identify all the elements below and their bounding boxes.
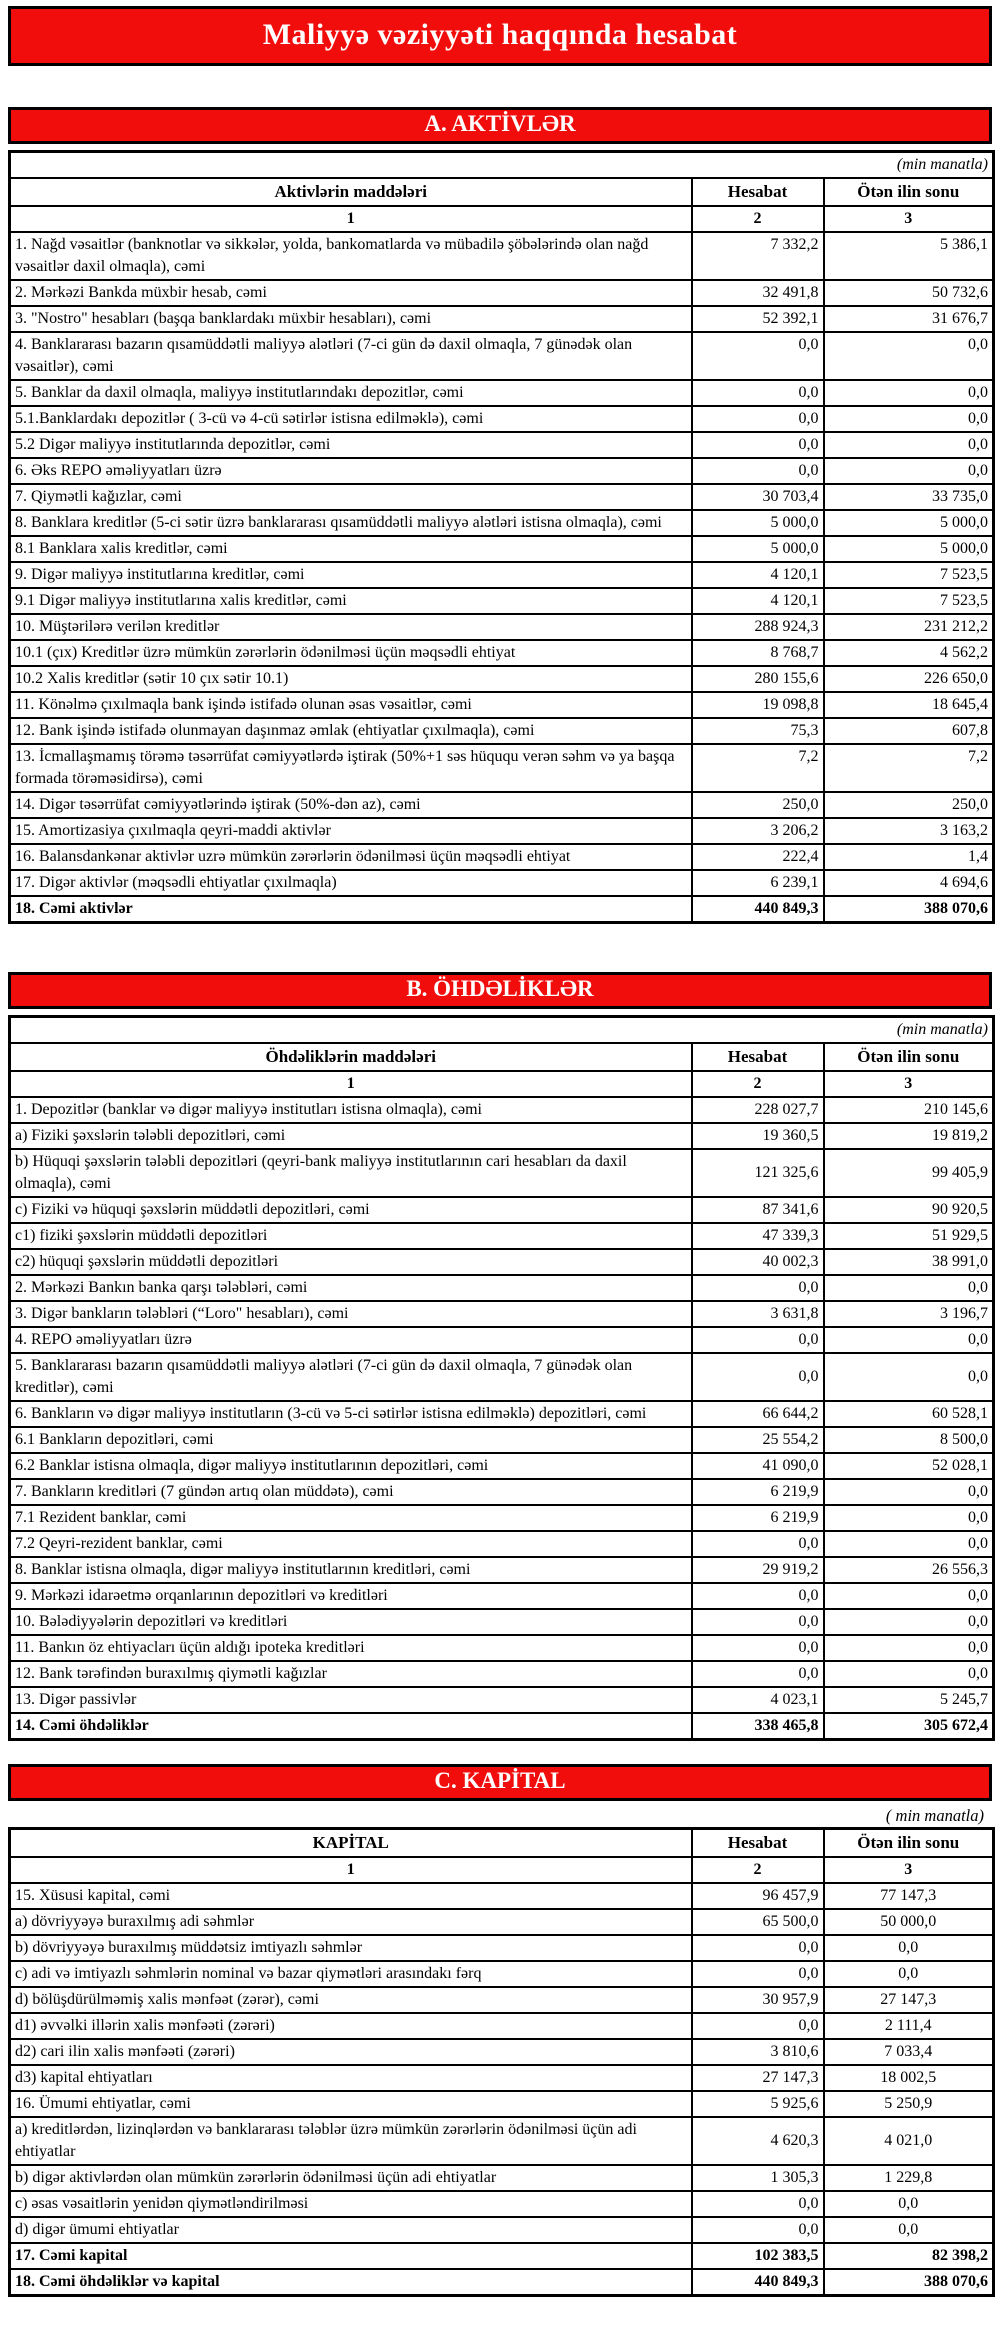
value-oten-ilin-sonu: 0,0: [824, 1583, 994, 1609]
row-label: 16. Ümumi ehtiyatlar, cəmi: [10, 2091, 692, 2117]
table-row: [10, 1961, 994, 1987]
table-row: [10, 744, 994, 792]
value-oten-ilin-sonu: 0,0: [824, 432, 994, 458]
value-hesabat: 121 325,6: [692, 1149, 824, 1197]
table-row: [10, 1479, 994, 1505]
value-hesabat: 32 491,8: [692, 280, 824, 306]
value-oten-ilin-sonu: 52 028,1: [824, 1453, 994, 1479]
value-oten-ilin-sonu: 90 920,5: [824, 1197, 994, 1223]
value-oten-ilin-sonu: 1,4: [824, 844, 994, 870]
row-label: 5. Banklar da daxil olmaqla, maliyyə institutlarındakı depozitlər, cəmi: [10, 380, 692, 406]
value-oten-ilin-sonu: 0,0: [824, 1961, 994, 1987]
column-index-3: 3: [824, 206, 994, 232]
row-label: d1) əvvəlki illərin xalis mənfəəti (zərəri): [10, 2013, 692, 2039]
table-row: [10, 640, 994, 666]
value-oten-ilin-sonu: 60 528,1: [824, 1401, 994, 1427]
table-row: [10, 1661, 994, 1687]
value-hesabat: 5 000,0: [692, 536, 824, 562]
unit-note: ( min manatla): [885, 1806, 984, 1825]
table-row: [10, 2039, 994, 2065]
unit-note: (min manatla): [10, 152, 994, 179]
column-index-row: [10, 206, 994, 232]
row-label: d2) cari ilin xalis mənfəəti (zərəri): [10, 2039, 692, 2065]
column-header-items: Öhdəliklərin maddələri: [10, 1043, 692, 1071]
value-hesabat: 228 027,7: [692, 1097, 824, 1123]
value-oten-ilin-sonu: 210 145,6: [824, 1097, 994, 1123]
table-row: [10, 588, 994, 614]
value-hesabat: 0,0: [692, 2013, 824, 2039]
value-hesabat: 25 554,2: [692, 1427, 824, 1453]
value-hesabat: 87 341,6: [692, 1197, 824, 1223]
value-oten-ilin-sonu: 3 196,7: [824, 1301, 994, 1327]
value-hesabat: 0,0: [692, 1961, 824, 1987]
value-hesabat: 6 219,9: [692, 1479, 824, 1505]
value-oten-ilin-sonu: 51 929,5: [824, 1223, 994, 1249]
table-row: [10, 232, 994, 280]
column-index-row: [10, 1071, 994, 1097]
value-hesabat: 3 631,8: [692, 1301, 824, 1327]
value-hesabat: 0,0: [692, 1635, 824, 1661]
table-row: [10, 2269, 994, 2296]
row-label: 8.1 Banklara xalis kreditlər, cəmi: [10, 536, 692, 562]
table-row: [10, 484, 994, 510]
column-header-hesabat: Hesabat: [692, 178, 824, 206]
value-oten-ilin-sonu: 607,8: [824, 718, 994, 744]
table-row: [10, 1353, 994, 1401]
value-oten-ilin-sonu: 7 523,5: [824, 562, 994, 588]
table-row: [10, 1097, 994, 1123]
table-row: [10, 1987, 994, 2013]
value-oten-ilin-sonu: 33 735,0: [824, 484, 994, 510]
value-hesabat: 27 147,3: [692, 2065, 824, 2091]
value-hesabat: 7 332,2: [692, 232, 824, 280]
value-oten-ilin-sonu: 0,0: [824, 1609, 994, 1635]
table-row: [10, 1301, 994, 1327]
table-row: [10, 818, 994, 844]
row-label: c) adi və imtiyazlı səhmlərin nominal və bazar qiymətləri arasındakı fərq: [10, 1961, 692, 1987]
value-hesabat: 5 000,0: [692, 510, 824, 536]
row-label: 10. Müştərilərə verilən kreditlər: [10, 614, 692, 640]
value-hesabat: 19 360,5: [692, 1123, 824, 1149]
column-header-row: [10, 178, 994, 206]
value-hesabat: 4 120,1: [692, 562, 824, 588]
value-oten-ilin-sonu: 82 398,2: [824, 2243, 994, 2269]
value-oten-ilin-sonu: 1 229,8: [824, 2165, 994, 2191]
row-label: 3. Digər bankların tələbləri (“Loro" hesabları), cəmi: [10, 1301, 692, 1327]
value-hesabat: 280 155,6: [692, 666, 824, 692]
value-oten-ilin-sonu: 7 033,4: [824, 2039, 994, 2065]
column-header-oten-ilin-sonu: Ötən ilin sonu: [824, 178, 994, 206]
table-row: [10, 896, 994, 923]
value-oten-ilin-sonu: 0,0: [824, 1327, 994, 1353]
value-hesabat: 0,0: [692, 2191, 824, 2217]
table-row: [10, 1401, 994, 1427]
row-label: 10.1 (çıx) Kreditlər üzrə mümkün zərərlərin ödənilməsi üçün məqsədli ehtiyat: [10, 640, 692, 666]
row-label: 10.2 Xalis kreditlər (sətir 10 çıx sətir 10.1): [10, 666, 692, 692]
table-row: [10, 1883, 994, 1909]
column-index-row: [10, 1857, 994, 1883]
table-row: [10, 2191, 994, 2217]
value-hesabat: 440 849,3: [692, 2269, 824, 2296]
liabilities-table: [8, 1015, 995, 1741]
value-oten-ilin-sonu: 4 694,6: [824, 870, 994, 896]
value-oten-ilin-sonu: 0,0: [824, 2191, 994, 2217]
row-label: 3. "Nostro" hesabları (başqa banklardakı müxbir hesabları), cəmi: [10, 306, 692, 332]
table-row: [10, 1453, 994, 1479]
value-oten-ilin-sonu: 2 111,4: [824, 2013, 994, 2039]
row-label: 6. Bankların və digər maliyyə institutların (3-cü və 5-ci sətirlər istisna edilməklə) depozitləri, cəmi: [10, 1401, 692, 1427]
report-title: Maliyyə vəziyyəti haqqında hesabat: [8, 6, 992, 66]
row-label: d) bölüşdürülməmiş xalis mənfəət (zərər), cəmi: [10, 1987, 692, 2013]
value-oten-ilin-sonu: 77 147,3: [824, 1883, 994, 1909]
table-row: [10, 1249, 994, 1275]
value-oten-ilin-sonu: 18 002,5: [824, 2065, 994, 2091]
table-row: [10, 1635, 994, 1661]
value-oten-ilin-sonu: 8 500,0: [824, 1427, 994, 1453]
table-row: [10, 2243, 994, 2269]
row-label: 14. Cəmi öhdəliklər: [10, 1713, 692, 1740]
value-oten-ilin-sonu: 19 819,2: [824, 1123, 994, 1149]
value-oten-ilin-sonu: 226 650,0: [824, 666, 994, 692]
table-row: [10, 1149, 994, 1197]
table-row: [10, 332, 994, 380]
row-label: 9. Digər maliyyə institutlarına kreditlər, cəmi: [10, 562, 692, 588]
table-row: [10, 792, 994, 818]
row-label: 7. Bankların kreditləri (7 gündən artıq olan müddətə), cəmi: [10, 1479, 692, 1505]
value-hesabat: 102 383,5: [692, 2243, 824, 2269]
table-row: [10, 1327, 994, 1353]
value-hesabat: 4 120,1: [692, 588, 824, 614]
table-row: [10, 1123, 994, 1149]
column-index-2: 2: [692, 1857, 824, 1883]
row-label: 11. Bankın öz ehtiyacları üçün aldığı ipoteka kreditləri: [10, 1635, 692, 1661]
column-header-hesabat: Hesabat: [692, 1043, 824, 1071]
value-oten-ilin-sonu: 231 212,2: [824, 614, 994, 640]
column-index-3: 3: [824, 1857, 994, 1883]
section-capital-banner: C. KAPİTAL: [8, 1764, 992, 1801]
value-oten-ilin-sonu: 0,0: [824, 1531, 994, 1557]
value-oten-ilin-sonu: 38 991,0: [824, 1249, 994, 1275]
value-oten-ilin-sonu: 4 562,2: [824, 640, 994, 666]
section-liabilities: [0, 972, 1000, 1741]
value-oten-ilin-sonu: 27 147,3: [824, 1987, 994, 2013]
value-hesabat: 0,0: [692, 406, 824, 432]
value-hesabat: 0,0: [692, 1609, 824, 1635]
value-oten-ilin-sonu: 5 386,1: [824, 232, 994, 280]
value-oten-ilin-sonu: 388 070,6: [824, 896, 994, 923]
value-hesabat: 440 849,3: [692, 896, 824, 923]
value-oten-ilin-sonu: 18 645,4: [824, 692, 994, 718]
value-hesabat: 6 239,1: [692, 870, 824, 896]
capital-table: [8, 1827, 995, 2297]
value-hesabat: 0,0: [692, 1583, 824, 1609]
table-row: [10, 1197, 994, 1223]
row-label: 6.2 Banklar istisna olmaqla, digər maliyyə institutlarının depozitləri, cəmi: [10, 1453, 692, 1479]
row-label: 15. Amortizasiya çıxılmaqla qeyri-maddi aktivlər: [10, 818, 692, 844]
value-hesabat: 0,0: [692, 1353, 824, 1401]
table-row: [10, 2013, 994, 2039]
value-oten-ilin-sonu: 5 245,7: [824, 1687, 994, 1713]
value-oten-ilin-sonu: 26 556,3: [824, 1557, 994, 1583]
table-row: [10, 692, 994, 718]
value-oten-ilin-sonu: 3 163,2: [824, 818, 994, 844]
value-oten-ilin-sonu: 0,0: [824, 458, 994, 484]
value-hesabat: 7,2: [692, 744, 824, 792]
row-label: 16. Balansdankənar aktivlər uzrə mümkün zərərlərin ödənilməsi üçün məqsədli ehtiyat: [10, 844, 692, 870]
row-label: 10. Bələdiyyələrin depozitləri və kreditləri: [10, 1609, 692, 1635]
row-label: 17. Cəmi kapital: [10, 2243, 692, 2269]
value-hesabat: 96 457,9: [692, 1883, 824, 1909]
column-index-2: 2: [692, 206, 824, 232]
table-row: [10, 718, 994, 744]
value-oten-ilin-sonu: 305 672,4: [824, 1713, 994, 1740]
table-row: [10, 1427, 994, 1453]
table-row: [10, 432, 994, 458]
value-hesabat: 222,4: [692, 844, 824, 870]
value-oten-ilin-sonu: 99 405,9: [824, 1149, 994, 1197]
row-label: 2. Mərkəzi Bankda müxbir hesab, cəmi: [10, 280, 692, 306]
row-label: 8. Banklar istisna olmaqla, digər maliyyə institutlarının kreditləri, cəmi: [10, 1557, 692, 1583]
table-row: [10, 458, 994, 484]
value-hesabat: 65 500,0: [692, 1909, 824, 1935]
value-oten-ilin-sonu: 0,0: [824, 1505, 994, 1531]
table-row: [10, 1223, 994, 1249]
section-liabilities-banner: B. ÖHDƏLİKLƏR: [8, 972, 992, 1009]
value-hesabat: 40 002,3: [692, 1249, 824, 1275]
value-oten-ilin-sonu: 0,0: [824, 1935, 994, 1961]
value-hesabat: 0,0: [692, 1661, 824, 1687]
column-header-oten-ilin-sonu: Ötən ilin sonu: [824, 1829, 994, 1858]
value-oten-ilin-sonu: 0,0: [824, 1635, 994, 1661]
row-label: c) Fiziki və hüquqi şəxslərin müddətli depozitləri, cəmi: [10, 1197, 692, 1223]
column-index-1: 1: [10, 1071, 692, 1097]
value-hesabat: 19 098,8: [692, 692, 824, 718]
row-label: 17. Digər aktivlər (məqsədli ehtiyatlar çıxılmaqla): [10, 870, 692, 896]
row-label: b) Hüquqi şəxslərin tələbli depozitləri (qeyri-bank maliyyə institutlarının cari hesabları da daxil olmaqla), cəmi: [10, 1149, 692, 1197]
section-assets: [0, 107, 1000, 924]
row-label: 7. Qiymətli kağızlar, cəmi: [10, 484, 692, 510]
row-label: 9.1 Digər maliyyə institutlarına xalis kreditlər, cəmi: [10, 588, 692, 614]
value-hesabat: 3 810,6: [692, 2039, 824, 2065]
table-row: [10, 1713, 994, 1740]
table-row: [10, 280, 994, 306]
row-label: a) kreditlərdən, lizinqlərdən və banklararası tələblər üzrə mümkün zərərlərin ödənilməsi üçün adi ehtiyatlar: [10, 2117, 692, 2165]
value-oten-ilin-sonu: 0,0: [824, 1353, 994, 1401]
value-hesabat: 0,0: [692, 332, 824, 380]
row-label: 18. Cəmi öhdəliklər və kapital: [10, 2269, 692, 2296]
table-row: [10, 2091, 994, 2117]
section-capital: [0, 1764, 1000, 2297]
value-hesabat: 30 957,9: [692, 1987, 824, 2013]
value-hesabat: 250,0: [692, 792, 824, 818]
value-oten-ilin-sonu: 0,0: [824, 332, 994, 380]
value-hesabat: 0,0: [692, 458, 824, 484]
value-hesabat: 5 925,6: [692, 2091, 824, 2117]
table-row: [10, 2117, 994, 2165]
value-oten-ilin-sonu: 0,0: [824, 406, 994, 432]
table-row: [10, 1505, 994, 1531]
row-label: d3) kapital ehtiyatları: [10, 2065, 692, 2091]
value-oten-ilin-sonu: 5 000,0: [824, 536, 994, 562]
value-hesabat: 338 465,8: [692, 1713, 824, 1740]
column-header-items: Aktivlərin maddələri: [10, 178, 692, 206]
row-label: 5. Banklararası bazarın qısamüddətli maliyyə alətləri (7-ci gün də daxil olmaqla, 7 günədək olan kreditlər), cəmi: [10, 1353, 692, 1401]
table-row: [10, 1609, 994, 1635]
value-oten-ilin-sonu: 250,0: [824, 792, 994, 818]
value-oten-ilin-sonu: 50 732,6: [824, 280, 994, 306]
row-label: 11. Könəlmə çıxılmaqla bank işində istifadə olunan əsas vəsaitlər, cəmi: [10, 692, 692, 718]
row-label: 4. Banklararası bazarın qısamüddətli maliyyə alətləri (7-ci gün də daxil olmaqla, 7 günədək olan vəsaitlər), cəmi: [10, 332, 692, 380]
row-label: b) digər aktivlərdən olan mümkün zərərlərin ödənilməsi üçün adi ehtiyatlar: [10, 2165, 692, 2191]
value-hesabat: 3 206,2: [692, 818, 824, 844]
value-oten-ilin-sonu: 5 000,0: [824, 510, 994, 536]
row-label: 8. Banklara kreditlər (5-ci sətir üzrə banklararası qısamüddətli maliyyə alətləri istisna olmaqla), cəmi: [10, 510, 692, 536]
row-label: 1. Nağd vəsaitlər (banknotlar və sikkələr, yolda, bankomatlarda və mübadilə şöbələrində olan nağd vəsaitlər daxil olmaqla), cəmi: [10, 232, 692, 280]
column-index-1: 1: [10, 206, 692, 232]
row-label: b) dövriyyəyə buraxılmış müddətsiz imtiyazlı səhmlər: [10, 1935, 692, 1961]
column-header-oten-ilin-sonu: Ötən ilin sonu: [824, 1043, 994, 1071]
table-row: [10, 870, 994, 896]
value-hesabat: 4 023,1: [692, 1687, 824, 1713]
column-index-2: 2: [692, 1071, 824, 1097]
unit-note-row: [10, 1017, 994, 1044]
value-hesabat: 66 644,2: [692, 1401, 824, 1427]
column-index-3: 3: [824, 1071, 994, 1097]
value-oten-ilin-sonu: 0,0: [824, 2217, 994, 2243]
value-oten-ilin-sonu: 0,0: [824, 380, 994, 406]
value-hesabat: 6 219,9: [692, 1505, 824, 1531]
value-hesabat: 288 924,3: [692, 614, 824, 640]
value-hesabat: 0,0: [692, 1275, 824, 1301]
row-label: a) dövriyyəyə buraxılmış adi səhmlər: [10, 1909, 692, 1935]
row-label: 4. REPO əməliyyatları üzrə: [10, 1327, 692, 1353]
table-row: [10, 844, 994, 870]
unit-note-row: [10, 152, 994, 179]
row-label: 7.1 Rezident banklar, cəmi: [10, 1505, 692, 1531]
value-hesabat: 30 703,4: [692, 484, 824, 510]
value-oten-ilin-sonu: 388 070,6: [824, 2269, 994, 2296]
row-label: 6.1 Bankların depozitləri, cəmi: [10, 1427, 692, 1453]
row-label: 13. Digər passivlər: [10, 1687, 692, 1713]
value-oten-ilin-sonu: 7,2: [824, 744, 994, 792]
column-header-row: [10, 1829, 994, 1858]
value-hesabat: 47 339,3: [692, 1223, 824, 1249]
table-row: [10, 1909, 994, 1935]
row-label: 12. Bank tərəfindən buraxılmış qiymətli kağızlar: [10, 1661, 692, 1687]
table-row: [10, 1275, 994, 1301]
value-oten-ilin-sonu: 5 250,9: [824, 2091, 994, 2117]
assets-table: [8, 150, 995, 924]
row-label: a) Fiziki şəxslərin tələbli depozitləri, cəmi: [10, 1123, 692, 1149]
value-oten-ilin-sonu: 31 676,7: [824, 306, 994, 332]
row-label: 1. Depozitlər (banklar və digər maliyyə institutları istisna olmaqla), cəmi: [10, 1097, 692, 1123]
table-row: [10, 380, 994, 406]
table-row: [10, 1687, 994, 1713]
row-label: c) əsas vəsaitlərin yenidən qiymətləndirilməsi: [10, 2191, 692, 2217]
table-row: [10, 1935, 994, 1961]
column-header-row: [10, 1043, 994, 1071]
value-oten-ilin-sonu: 0,0: [824, 1479, 994, 1505]
value-oten-ilin-sonu: 0,0: [824, 1661, 994, 1687]
value-hesabat: 41 090,0: [692, 1453, 824, 1479]
value-oten-ilin-sonu: 4 021,0: [824, 2117, 994, 2165]
table-row: [10, 1557, 994, 1583]
value-hesabat: 4 620,3: [692, 2117, 824, 2165]
row-label: 2. Mərkəzi Bankın banka qarşı tələbləri, cəmi: [10, 1275, 692, 1301]
value-oten-ilin-sonu: 50 000,0: [824, 1909, 994, 1935]
value-hesabat: 29 919,2: [692, 1557, 824, 1583]
value-hesabat: 0,0: [692, 380, 824, 406]
row-label: 5.2 Digər maliyyə institutlarında depozitlər, cəmi: [10, 432, 692, 458]
row-label: c1) fiziki şəxslərin müddətli depozitləri: [10, 1223, 692, 1249]
row-label: 18. Cəmi aktivlər: [10, 896, 692, 923]
section-assets-banner: A. AKTİVLƏR: [8, 107, 992, 144]
row-label: c2) hüquqi şəxslərin müddətli depozitləri: [10, 1249, 692, 1275]
value-hesabat: 0,0: [692, 432, 824, 458]
table-row: [10, 2217, 994, 2243]
table-row: [10, 536, 994, 562]
value-hesabat: 0,0: [692, 1327, 824, 1353]
column-header-hesabat: Hesabat: [692, 1829, 824, 1858]
row-label: 6. Əks REPO əməliyyatları üzrə: [10, 458, 692, 484]
value-hesabat: 0,0: [692, 2217, 824, 2243]
table-row: [10, 406, 994, 432]
unit-note: (min manatla): [10, 1017, 994, 1044]
value-oten-ilin-sonu: 7 523,5: [824, 588, 994, 614]
value-hesabat: 1 305,3: [692, 2165, 824, 2191]
value-oten-ilin-sonu: 0,0: [824, 1275, 994, 1301]
table-row: [10, 2165, 994, 2191]
table-row: [10, 510, 994, 536]
value-hesabat: 75,3: [692, 718, 824, 744]
column-header-items: KAPİTAL: [10, 1829, 692, 1858]
value-hesabat: 0,0: [692, 1935, 824, 1961]
row-label: d) digər ümumi ehtiyatlar: [10, 2217, 692, 2243]
table-row: [10, 1531, 994, 1557]
row-label: 7.2 Qeyri-rezident banklar, cəmi: [10, 1531, 692, 1557]
table-row: [10, 562, 994, 588]
row-label: 12. Bank işində istifadə olunmayan daşınmaz əmlak (ehtiyatlar çıxılmaqla), cəmi: [10, 718, 692, 744]
row-label: 14. Digər təsərrüfat cəmiyyətlərində iştirak (50%-dən az), cəmi: [10, 792, 692, 818]
column-index-1: 1: [10, 1857, 692, 1883]
table-row: [10, 1583, 994, 1609]
row-label: 9. Mərkəzi idarəetmə orqanlarının depozitləri və kreditləri: [10, 1583, 692, 1609]
table-row: [10, 666, 994, 692]
value-hesabat: 52 392,1: [692, 306, 824, 332]
table-row: [10, 614, 994, 640]
value-hesabat: 8 768,7: [692, 640, 824, 666]
table-row: [10, 2065, 994, 2091]
value-hesabat: 0,0: [692, 1531, 824, 1557]
row-label: 13. İcmallaşmamış törəmə təsərrüfat cəmiyyətlərdə iştirak (50%+1 səs hüququ verən səhm və ya başqa formada törəməsidirsə), cəmi: [10, 744, 692, 792]
table-row: [10, 306, 994, 332]
row-label: 5.1.Banklardakı depozitlər ( 3-cü və 4-cü sətirlər istisna edilməklə), cəmi: [10, 406, 692, 432]
row-label: 15. Xüsusi kapital, cəmi: [10, 1883, 692, 1909]
